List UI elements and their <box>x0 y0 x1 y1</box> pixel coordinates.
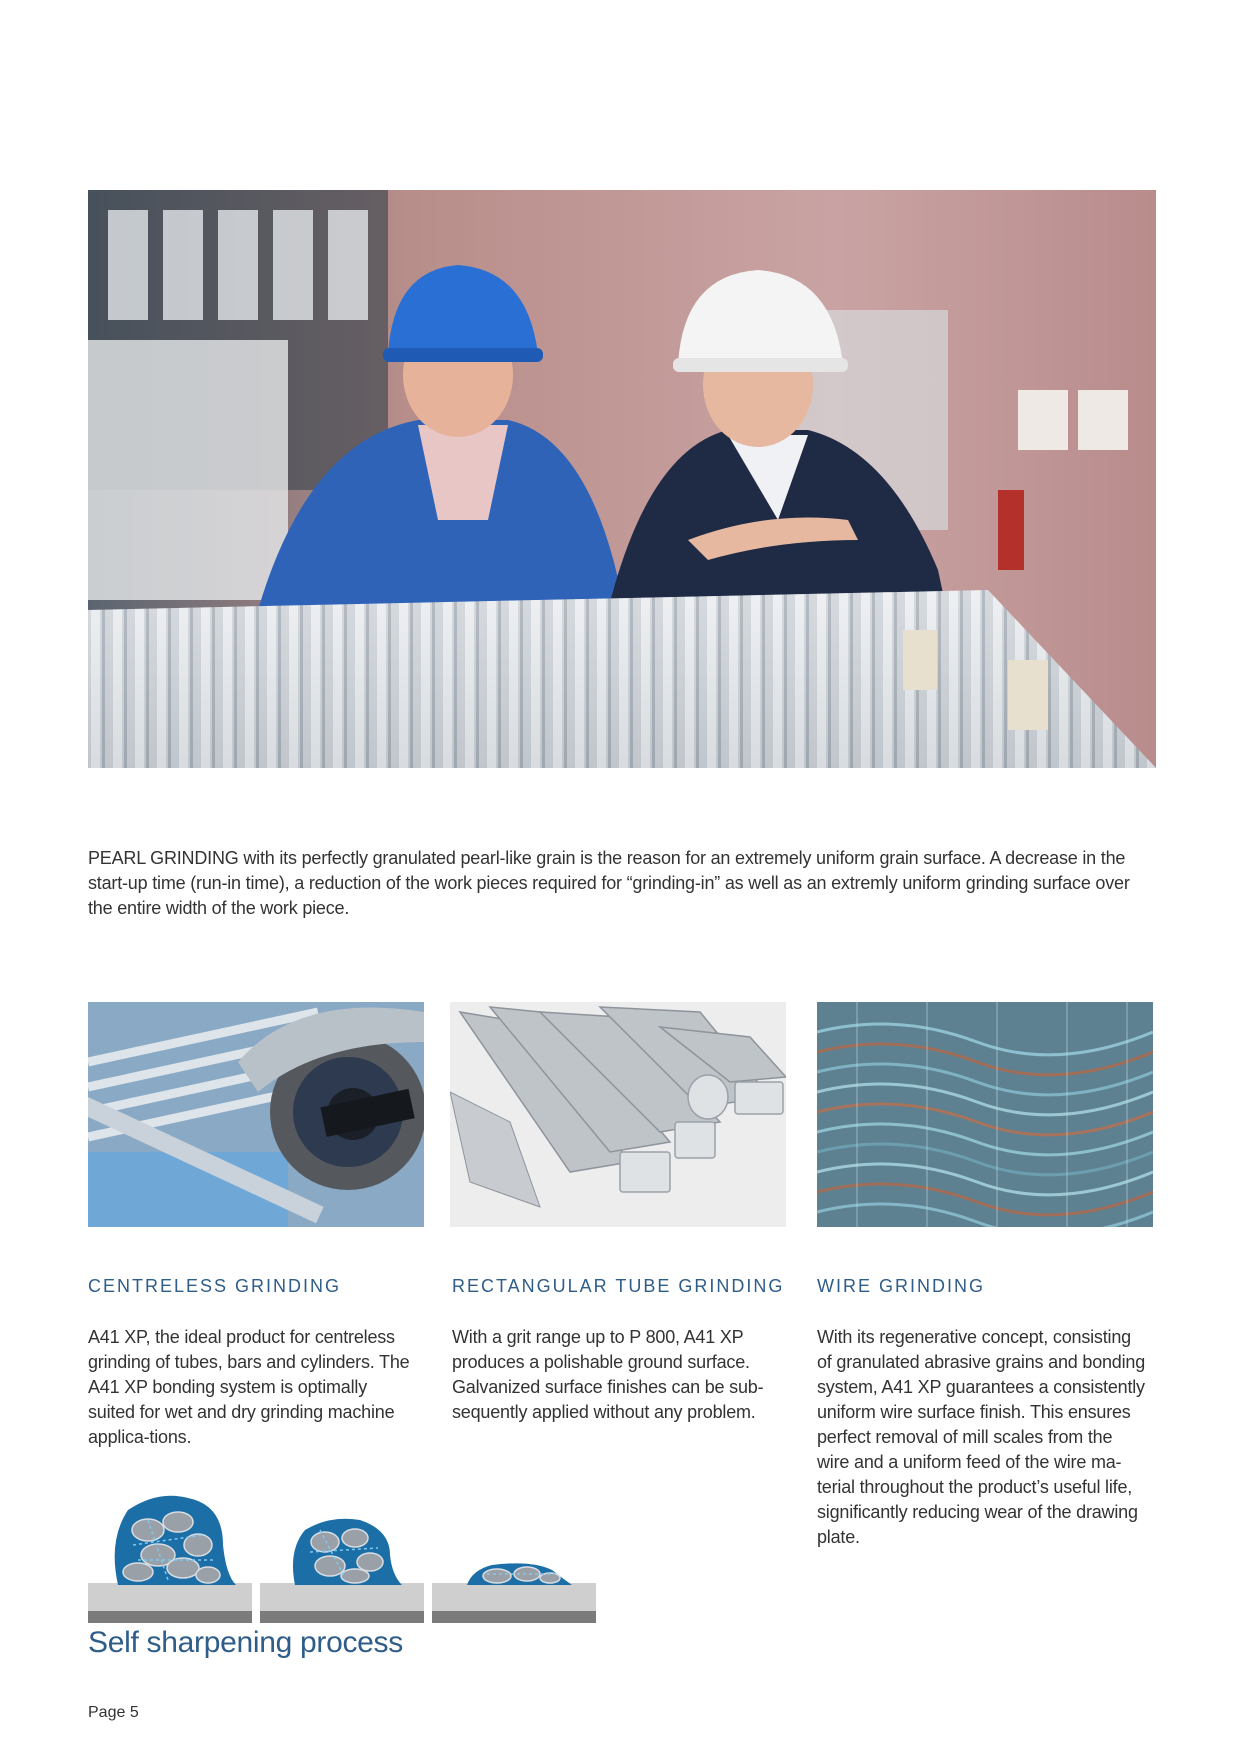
wire-grinding-title: WIRE GRINDING <box>817 1276 985 1296</box>
hero-photo-workers <box>88 190 1156 768</box>
intro-paragraph: PEARL GRINDING with its perfectly granulated pearl-like grain is the reason for an extremely uniform grain surface. A decrease in the start-up time (run-in time), a reduction of the work pieces required for “grinding-in” as well as an extremly uniform grinding surface over the entire width of the work piece. <box>88 848 1130 918</box>
rectangular-tube-grinding-text: With a grit range up to P 800, A41 XP produces a polishable ground surface. Galvanized surface finishes can be sub-sequently applied without any problem. <box>452 1327 764 1422</box>
rectangular-tube-grinding-title: RECTANGULAR TUBE GRINDING <box>452 1276 785 1296</box>
grain-stage-1 <box>88 1496 252 1623</box>
centreless-grinding-photo <box>88 1002 424 1227</box>
grain-stage-2 <box>260 1519 424 1623</box>
centreless-grinding-title: CENTRELESS GRINDING <box>88 1276 342 1296</box>
grain-stage-3 <box>432 1563 596 1623</box>
self-sharpening-title: Self sharpening process <box>88 1626 403 1659</box>
rectangular-tube-photo <box>450 1002 786 1227</box>
wire-coils-photo <box>817 1002 1153 1227</box>
wire-grinding-text: With its regenerative concept, consisting of granulated abrasive grains and bonding system, A41 XP guarantees a consistently uniform wire surface finish. This ensures perfect removal of mill scales from the wire and a uniform feed of the wire ma-terial throughout the product’s useful life, significantly reducing wear of the drawing plate. <box>817 1327 1146 1547</box>
self-sharpening-diagram <box>88 1490 598 1625</box>
page-number: Page 5 <box>88 1704 139 1721</box>
centreless-grinding-text: A41 XP, the ideal product for centreless grinding of tubes, bars and cylinders. The A41 XP bonding system is optimally suited for wet and dry grinding machine applica-tions. <box>88 1327 410 1447</box>
